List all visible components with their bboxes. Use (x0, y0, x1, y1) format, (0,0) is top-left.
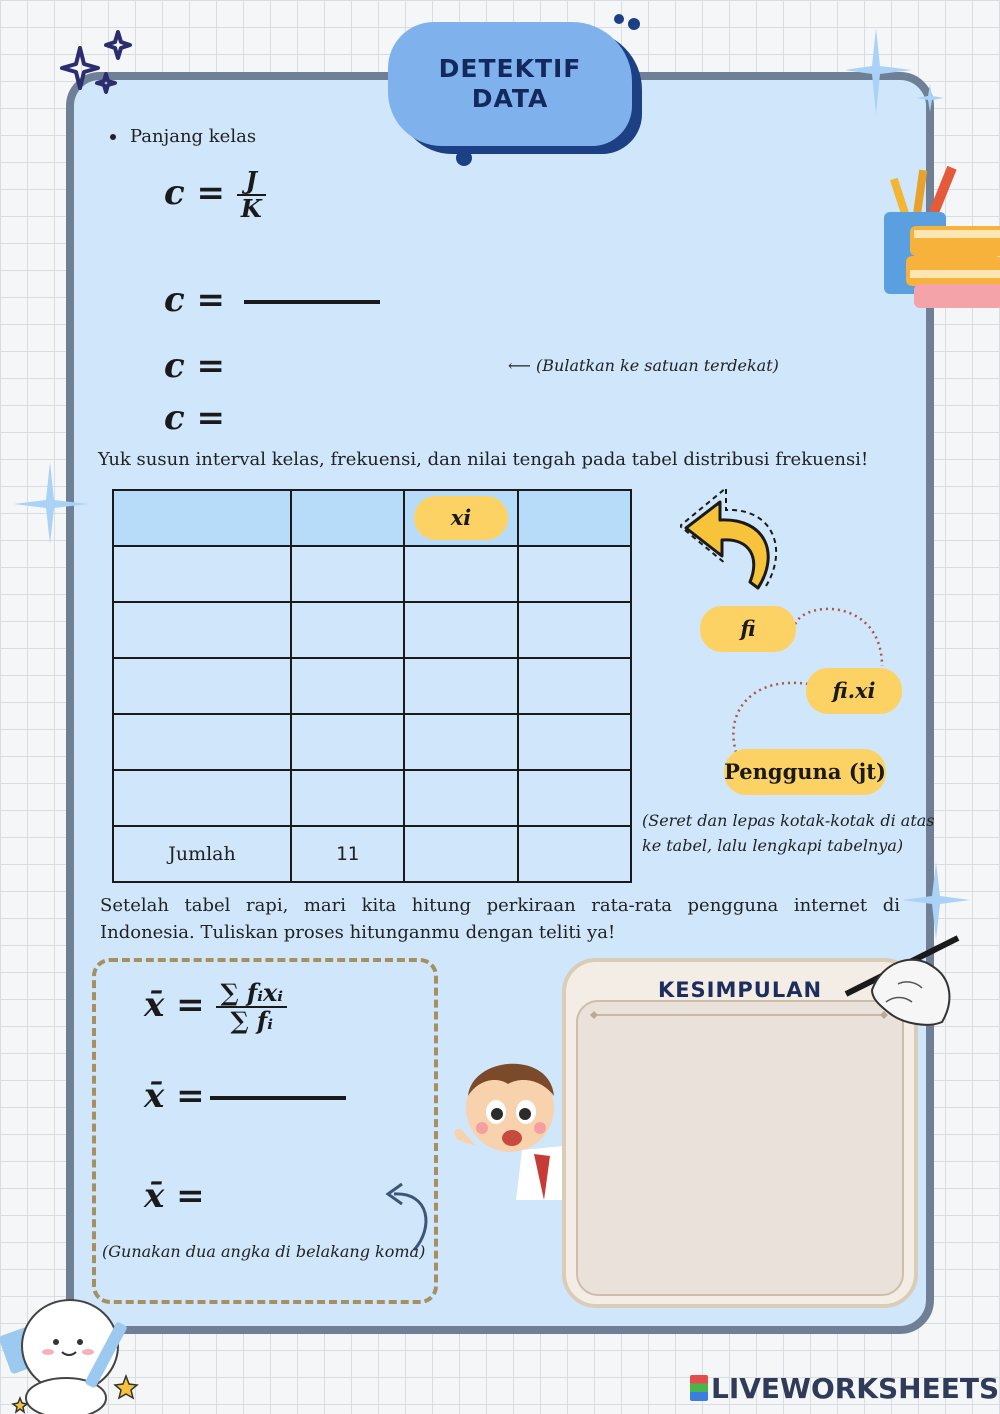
xi-chip: xi (414, 496, 508, 540)
round-note (508, 356, 779, 375)
total-fixi-input[interactable] (518, 826, 631, 882)
mean-step-2-lhs: x̄ = (144, 1076, 205, 1116)
header-cell-xi (404, 490, 518, 546)
student-character-icon (452, 1050, 564, 1210)
table-cell-input[interactable] (518, 546, 631, 602)
table-cell-input[interactable] (113, 658, 291, 714)
formula-denominator: K (240, 194, 262, 223)
brand-text: LIVEWORKSHEETS (711, 1372, 1000, 1405)
table-cell-input[interactable] (518, 602, 631, 658)
table-header-row (113, 490, 631, 546)
sparkle-icon (846, 24, 956, 134)
drag-note-line1: (Seret dan lepas kotak-kotak di atas (642, 811, 935, 830)
table-row (113, 714, 631, 770)
table-cell-input[interactable] (404, 770, 518, 826)
mean-step-2 (144, 1076, 205, 1116)
table-cell-input[interactable] (404, 826, 518, 882)
table-cell-input[interactable] (291, 546, 404, 602)
drag-note (642, 808, 935, 858)
table-cell-input[interactable] (518, 714, 631, 770)
page-title (388, 54, 632, 114)
bullet-text: Panjang kelas (130, 126, 257, 147)
bullet-class-width (110, 126, 256, 147)
page-title-line1: DETEKTIF (438, 54, 582, 83)
title-banner-dot (628, 18, 640, 30)
arrow-left-icon: ⟵ (508, 356, 531, 375)
table-cell-input[interactable] (291, 770, 404, 826)
conclusion-title: KESIMPULAN (657, 978, 823, 1002)
formula-lhs: c = (164, 173, 226, 213)
total-label: Jumlah (113, 826, 291, 882)
drag-chip-users[interactable]: Pengguna (jt) (724, 749, 886, 795)
table-cell-input[interactable] (404, 546, 518, 602)
title-banner-dot (614, 14, 624, 24)
header-cell-drop-target[interactable] (291, 490, 404, 546)
table-cell-input[interactable] (113, 714, 291, 770)
mean-formula-lhs: x̄ = (144, 985, 205, 1025)
mean-instruction-line1: Setelah tabel rapi, mari kita hitung perkiraan rata-rata pengguna internet di (100, 895, 900, 916)
mean-instruction-line2: Indonesia. Tuliskan proses hitunganmu dengan teliti ya! (100, 922, 616, 943)
table-cell-input[interactable] (291, 714, 404, 770)
sparkle-icon (14, 458, 94, 548)
mascot-icon (0, 1280, 140, 1414)
table-cell-input[interactable] (113, 602, 291, 658)
table-cell-input[interactable] (291, 658, 404, 714)
table-cell-input[interactable] (291, 602, 404, 658)
table-instruction: Yuk susun interval kelas, frekuensi, dan nilai tengah pada tabel distribusi frekuensi! (98, 449, 869, 470)
conclusion-answer-area[interactable] (576, 1000, 904, 1296)
table-cell-input[interactable] (404, 658, 518, 714)
table-row (113, 658, 631, 714)
total-frequency-input[interactable]: 11 (291, 826, 404, 882)
sparkle-icon (58, 26, 138, 102)
class-width-step-4 (164, 398, 225, 438)
title-banner-dot (456, 150, 472, 166)
table-row (113, 602, 631, 658)
table-cell-input[interactable] (404, 602, 518, 658)
bullet-dot (110, 134, 116, 140)
drag-note-line2: ke tabel, lalu lengkapi tabelnya) (642, 836, 904, 855)
table-cell-input[interactable] (113, 770, 291, 826)
mean-instruction (100, 892, 900, 946)
pencil-cup-books-icon (880, 160, 1000, 310)
step-4-lhs: c = (164, 398, 226, 438)
class-width-step-3 (164, 346, 225, 386)
formula-fraction (237, 168, 266, 222)
class-width-step-2 (164, 280, 225, 320)
table-cell-input[interactable] (518, 770, 631, 826)
round-note-text: (Bulatkan ke satuan terdekat) (536, 356, 779, 375)
table-cell-input[interactable] (113, 546, 291, 602)
brand-tag-icon (690, 1375, 708, 1401)
brand-logo (690, 1372, 999, 1405)
step-3-lhs: c = (164, 346, 226, 386)
table-cell-input[interactable] (404, 714, 518, 770)
frequency-table (112, 489, 632, 883)
mean-answer-blank[interactable] (210, 1096, 346, 1100)
class-width-answer-blank[interactable] (244, 300, 380, 304)
curved-arrow-icon (680, 484, 790, 594)
header-cell-drop-target[interactable] (518, 490, 631, 546)
mean-step-3-lhs: x̄ = (144, 1176, 205, 1216)
table-cell-input[interactable] (518, 658, 631, 714)
decimal-note: (Gunakan dua angka di belakang koma) (102, 1242, 426, 1261)
mean-denominator: ∑ fᵢ (230, 1006, 273, 1035)
drag-chip-fi[interactable]: fi (700, 606, 796, 652)
hand-writing-icon (842, 932, 962, 1032)
step-2-lhs: c = (164, 280, 226, 320)
class-width-formula (164, 168, 266, 222)
table-row (113, 546, 631, 602)
mean-formula (144, 980, 287, 1034)
mean-numerator: ∑ fᵢxᵢ (216, 980, 287, 1008)
formula-numerator: J (237, 168, 266, 196)
page-title-line2: DATA (471, 84, 549, 113)
mean-step-3 (144, 1176, 205, 1216)
table-row (113, 770, 631, 826)
header-cell-drop-target[interactable] (113, 490, 291, 546)
mean-formula-fraction (216, 980, 287, 1034)
table-total-row (113, 826, 631, 882)
drag-chip-fixi[interactable]: fi.xi (806, 668, 902, 714)
